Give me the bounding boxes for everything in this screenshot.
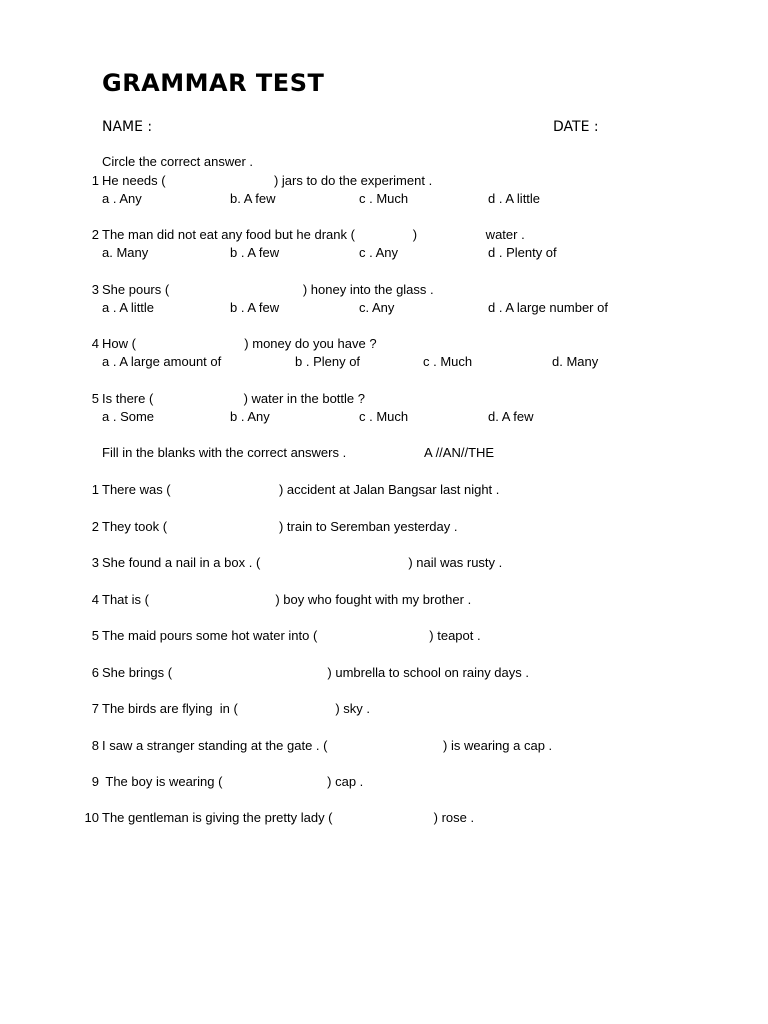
question-number: 1 [91,482,99,497]
option-a: a . A large amount of [102,354,222,369]
question-text: That is ( ) boy who fought with my brother . [102,592,472,607]
question-text: I saw a stranger standing at the gate . ( ) is wearing a cap . [102,738,553,753]
name-label: NAME : [102,119,153,135]
question-text: She pours ( ) honey into the glass . [102,282,434,297]
question-text: He needs ( ) jars to do the experiment . [102,173,433,188]
section2-choices: A //AN//THE [424,445,495,460]
question-text: The man did not eat any food but he drank ( ) water . [102,227,525,242]
option-d: d. Many [552,354,599,369]
question-number: 2 [91,227,99,242]
question-text: There was ( ) accident at Jalan Bangsar last night . [102,482,500,497]
question-number: 8 [91,738,99,753]
option-c: c . Much [359,409,409,424]
date-label: DATE : [553,119,599,135]
option-d: d . Plenty of [488,245,557,260]
option-a: a . Some [102,409,155,424]
question-text: The birds are flying in ( ) sky . [102,701,371,716]
page-title: GRAMMAR TEST [102,69,325,97]
question-number: 1 [91,173,99,188]
question-number: 9 [91,774,99,789]
section1-instruction: Circle the correct answer . [102,154,253,169]
question-text: They took ( ) train to Seremban yesterday . [102,519,458,534]
option-c: c . Much [359,191,409,206]
option-b: b . A few [230,245,280,260]
option-b: b . Pleny of [295,354,361,369]
question-text: The boy is wearing ( ) cap . [102,774,364,789]
question-text: Is there ( ) water in the bottle ? [102,391,365,406]
question-number: 2 [91,519,99,534]
option-b: b . Any [230,409,270,424]
option-b: b . A few [230,300,280,315]
section2-instruction: Fill in the blanks with the correct answers . [102,445,347,460]
question-number: 6 [91,665,99,680]
question-number: 5 [91,628,99,643]
option-a: a . Any [102,191,142,206]
option-d: d . A little [488,191,541,206]
question-text: She found a nail in a box . ( ) nail was rusty . [102,555,503,570]
option-c: c. Any [359,300,395,315]
option-a: a. Many [102,245,149,260]
question-number: 4 [91,592,99,607]
option-d: d. A few [488,409,534,424]
question-text: The maid pours some hot water into ( ) teapot . [102,628,481,643]
option-c: c . Much [423,354,473,369]
question-number: 3 [91,555,99,570]
question-number: 7 [91,701,99,716]
option-b: b. A few [230,191,276,206]
question-text: She brings ( ) umbrella to school on rainy days . [102,665,529,680]
option-c: c . Any [359,245,399,260]
option-a: a . A little [102,300,155,315]
question-text: How ( ) money do you have ? [102,336,377,351]
option-d: d . A large number of [488,300,608,315]
question-number: 5 [91,391,99,406]
question-number: 10 [84,810,99,825]
question-text: The gentleman is giving the pretty lady ( ) rose . [102,810,475,825]
question-number: 3 [91,282,99,297]
question-number: 4 [91,336,99,351]
